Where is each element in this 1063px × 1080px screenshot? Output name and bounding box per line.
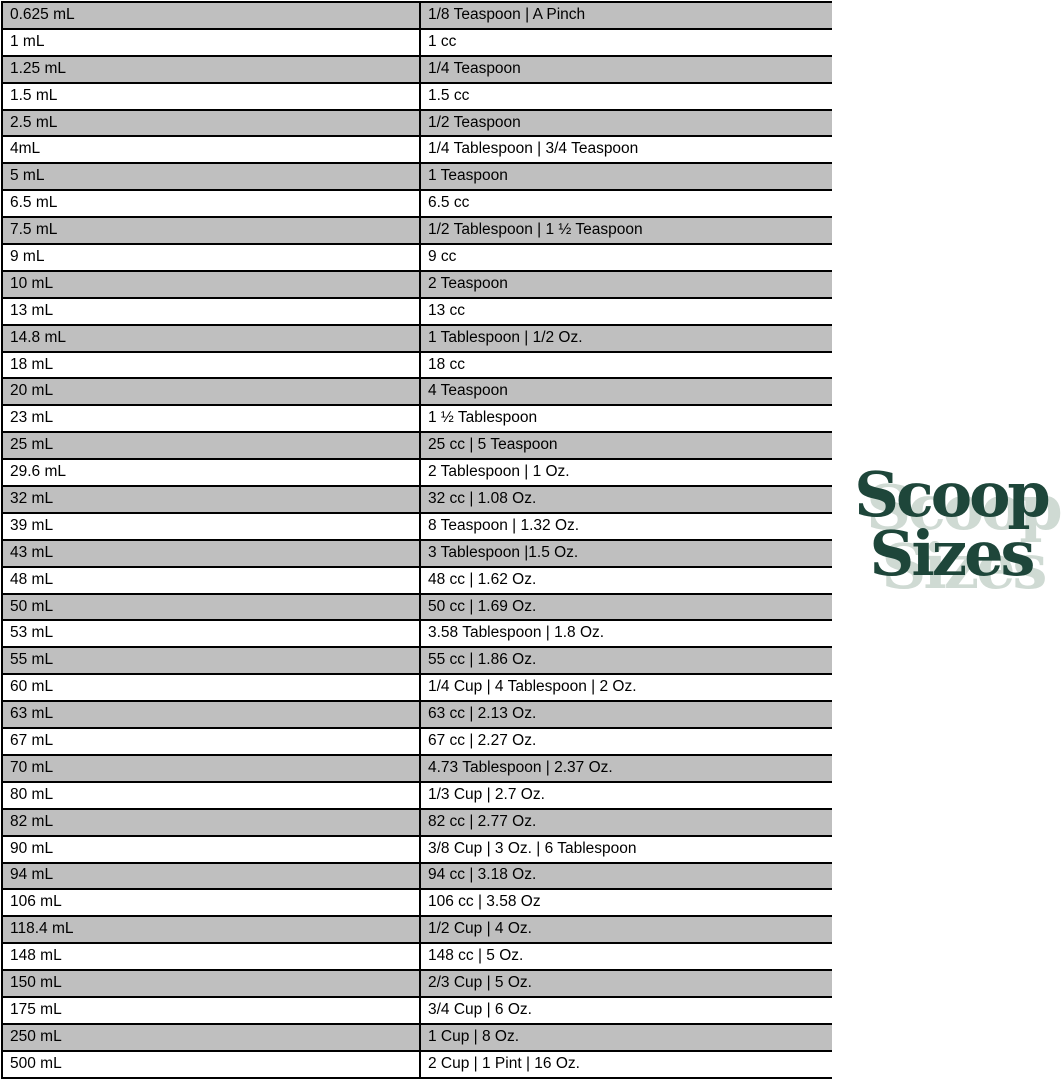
equivalent-cell: 1 Cup | 8 Oz.	[420, 1024, 832, 1051]
milliliters-cell: 6.5 mL	[2, 190, 420, 217]
equivalent-cell: 3 Tablespoon |1.5 Oz.	[420, 540, 832, 567]
table-row	[2, 190, 832, 217]
table-row	[2, 970, 832, 997]
milliliters-cell: 80 mL	[2, 782, 420, 809]
milliliters-cell: 94 mL	[2, 863, 420, 890]
equivalent-cell: 4 Teaspoon	[420, 378, 832, 405]
milliliters-cell: 150 mL	[2, 970, 420, 997]
table-row	[2, 244, 832, 271]
equivalent-cell: 13 cc	[420, 298, 832, 325]
logo-line1: Scoop	[854, 458, 1048, 531]
milliliters-cell: 5 mL	[2, 163, 420, 190]
milliliters-cell: 25 mL	[2, 432, 420, 459]
table-row	[2, 809, 832, 836]
table-row	[2, 83, 832, 110]
equivalent-cell: 2/3 Cup | 5 Oz.	[420, 970, 832, 997]
milliliters-cell: 18 mL	[2, 352, 420, 379]
table-row	[2, 755, 832, 782]
table-row	[2, 513, 832, 540]
equivalent-cell: 2 Tablespoon | 1 Oz.	[420, 459, 832, 486]
equivalent-cell: 18 cc	[420, 352, 832, 379]
table-row	[2, 863, 832, 890]
table-row	[2, 217, 832, 244]
equivalent-cell: 1 ½ Tablespoon	[420, 405, 832, 432]
milliliters-cell: 50 mL	[2, 594, 420, 621]
milliliters-cell: 63 mL	[2, 701, 420, 728]
table-row	[2, 540, 832, 567]
table-row	[2, 1051, 832, 1078]
milliliters-cell: 118.4 mL	[2, 916, 420, 943]
table-row	[2, 836, 832, 863]
table-row	[2, 594, 832, 621]
milliliters-cell: 90 mL	[2, 836, 420, 863]
equivalent-cell: 32 cc | 1.08 Oz.	[420, 486, 832, 513]
equivalent-cell: 67 cc | 2.27 Oz.	[420, 728, 832, 755]
table-row	[2, 1024, 832, 1051]
equivalent-cell: 3/4 Cup | 6 Oz.	[420, 997, 832, 1024]
equivalent-cell: 6.5 cc	[420, 190, 832, 217]
conversion-table	[1, 1, 832, 1079]
table-row	[2, 2, 832, 29]
milliliters-cell: 13 mL	[2, 298, 420, 325]
milliliters-cell: 1 mL	[2, 29, 420, 56]
milliliters-cell: 9 mL	[2, 244, 420, 271]
milliliters-cell: 23 mL	[2, 405, 420, 432]
milliliters-cell: 7.5 mL	[2, 217, 420, 244]
table-row	[2, 352, 832, 379]
table-row	[2, 701, 832, 728]
table-row	[2, 997, 832, 1024]
table-row	[2, 782, 832, 809]
equivalent-cell: 148 cc | 5 Oz.	[420, 943, 832, 970]
milliliters-cell: 10 mL	[2, 271, 420, 298]
milliliters-cell: 53 mL	[2, 620, 420, 647]
equivalent-cell: 1/4 Teaspoon	[420, 56, 832, 83]
milliliters-cell: 250 mL	[2, 1024, 420, 1051]
milliliters-cell: 20 mL	[2, 378, 420, 405]
equivalent-cell: 3.58 Tablespoon | 1.8 Oz.	[420, 620, 832, 647]
equivalent-cell: 1 Tablespoon | 1/2 Oz.	[420, 325, 832, 352]
milliliters-cell: 0.625 mL	[2, 2, 420, 29]
milliliters-cell: 39 mL	[2, 513, 420, 540]
equivalent-cell: 1 Teaspoon	[420, 163, 832, 190]
table-row	[2, 943, 832, 970]
equivalent-cell: 1/2 Cup | 4 Oz.	[420, 916, 832, 943]
table-row	[2, 674, 832, 701]
equivalent-cell: 50 cc | 1.69 Oz.	[420, 594, 832, 621]
equivalent-cell: 1/8 Teaspoon | A Pinch	[420, 2, 832, 29]
table-row	[2, 486, 832, 513]
milliliters-cell: 1.5 mL	[2, 83, 420, 110]
table-row	[2, 647, 832, 674]
equivalent-cell: 1/4 Tablespoon | 3/4 Teaspoon	[420, 136, 832, 163]
milliliters-cell: 70 mL	[2, 755, 420, 782]
milliliters-cell: 29.6 mL	[2, 459, 420, 486]
table-row	[2, 136, 832, 163]
equivalent-cell: 9 cc	[420, 244, 832, 271]
equivalent-cell: 1.5 cc	[420, 83, 832, 110]
milliliters-cell: 4mL	[2, 136, 420, 163]
table-row	[2, 325, 832, 352]
equivalent-cell: 1/3 Cup | 2.7 Oz.	[420, 782, 832, 809]
equivalent-cell: 1/2 Tablespoon | 1 ½ Teaspoon	[420, 217, 832, 244]
milliliters-cell: 1.25 mL	[2, 56, 420, 83]
table-row	[2, 620, 832, 647]
conversion-table-body	[2, 2, 832, 1078]
equivalent-cell: 2 Cup | 1 Pint | 16 Oz.	[420, 1051, 832, 1078]
milliliters-cell: 2.5 mL	[2, 110, 420, 137]
table-row	[2, 378, 832, 405]
equivalent-cell: 25 cc | 5 Teaspoon	[420, 432, 832, 459]
milliliters-cell: 14.8 mL	[2, 325, 420, 352]
equivalent-cell: 3/8 Cup | 3 Oz. | 6 Tablespoon	[420, 836, 832, 863]
milliliters-cell: 82 mL	[2, 809, 420, 836]
table-row	[2, 56, 832, 83]
table-row	[2, 163, 832, 190]
equivalent-cell: 94 cc | 3.18 Oz.	[420, 863, 832, 890]
milliliters-cell: 60 mL	[2, 674, 420, 701]
milliliters-cell: 32 mL	[2, 486, 420, 513]
logo-line2: Sizes	[869, 516, 1033, 590]
equivalent-cell: 48 cc | 1.62 Oz.	[420, 567, 832, 594]
equivalent-cell: 8 Teaspoon | 1.32 Oz.	[420, 513, 832, 540]
equivalent-cell: 2 Teaspoon	[420, 271, 832, 298]
milliliters-cell: 148 mL	[2, 943, 420, 970]
milliliters-cell: 67 mL	[2, 728, 420, 755]
milliliters-cell: 55 mL	[2, 647, 420, 674]
table-row	[2, 728, 832, 755]
table-row	[2, 110, 832, 137]
milliliters-cell: 43 mL	[2, 540, 420, 567]
equivalent-cell: 63 cc | 2.13 Oz.	[420, 701, 832, 728]
equivalent-cell: 82 cc | 2.77 Oz.	[420, 809, 832, 836]
table-row	[2, 567, 832, 594]
table-row	[2, 298, 832, 325]
equivalent-cell: 55 cc | 1.86 Oz.	[420, 647, 832, 674]
scoop-sizes-logo	[840, 458, 1062, 590]
table-row	[2, 432, 832, 459]
table-row	[2, 459, 832, 486]
equivalent-cell: 1 cc	[420, 29, 832, 56]
table-row	[2, 271, 832, 298]
table-row	[2, 916, 832, 943]
equivalent-cell: 4.73 Tablespoon | 2.37 Oz.	[420, 755, 832, 782]
milliliters-cell: 500 mL	[2, 1051, 420, 1078]
equivalent-cell: 1/4 Cup | 4 Tablespoon | 2 Oz.	[420, 674, 832, 701]
table-row	[2, 405, 832, 432]
table-row	[2, 29, 832, 56]
milliliters-cell: 106 mL	[2, 889, 420, 916]
milliliters-cell: 48 mL	[2, 567, 420, 594]
equivalent-cell: 1/2 Teaspoon	[420, 110, 832, 137]
equivalent-cell: 106 cc | 3.58 Oz	[420, 889, 832, 916]
table-row	[2, 889, 832, 916]
milliliters-cell: 175 mL	[2, 997, 420, 1024]
